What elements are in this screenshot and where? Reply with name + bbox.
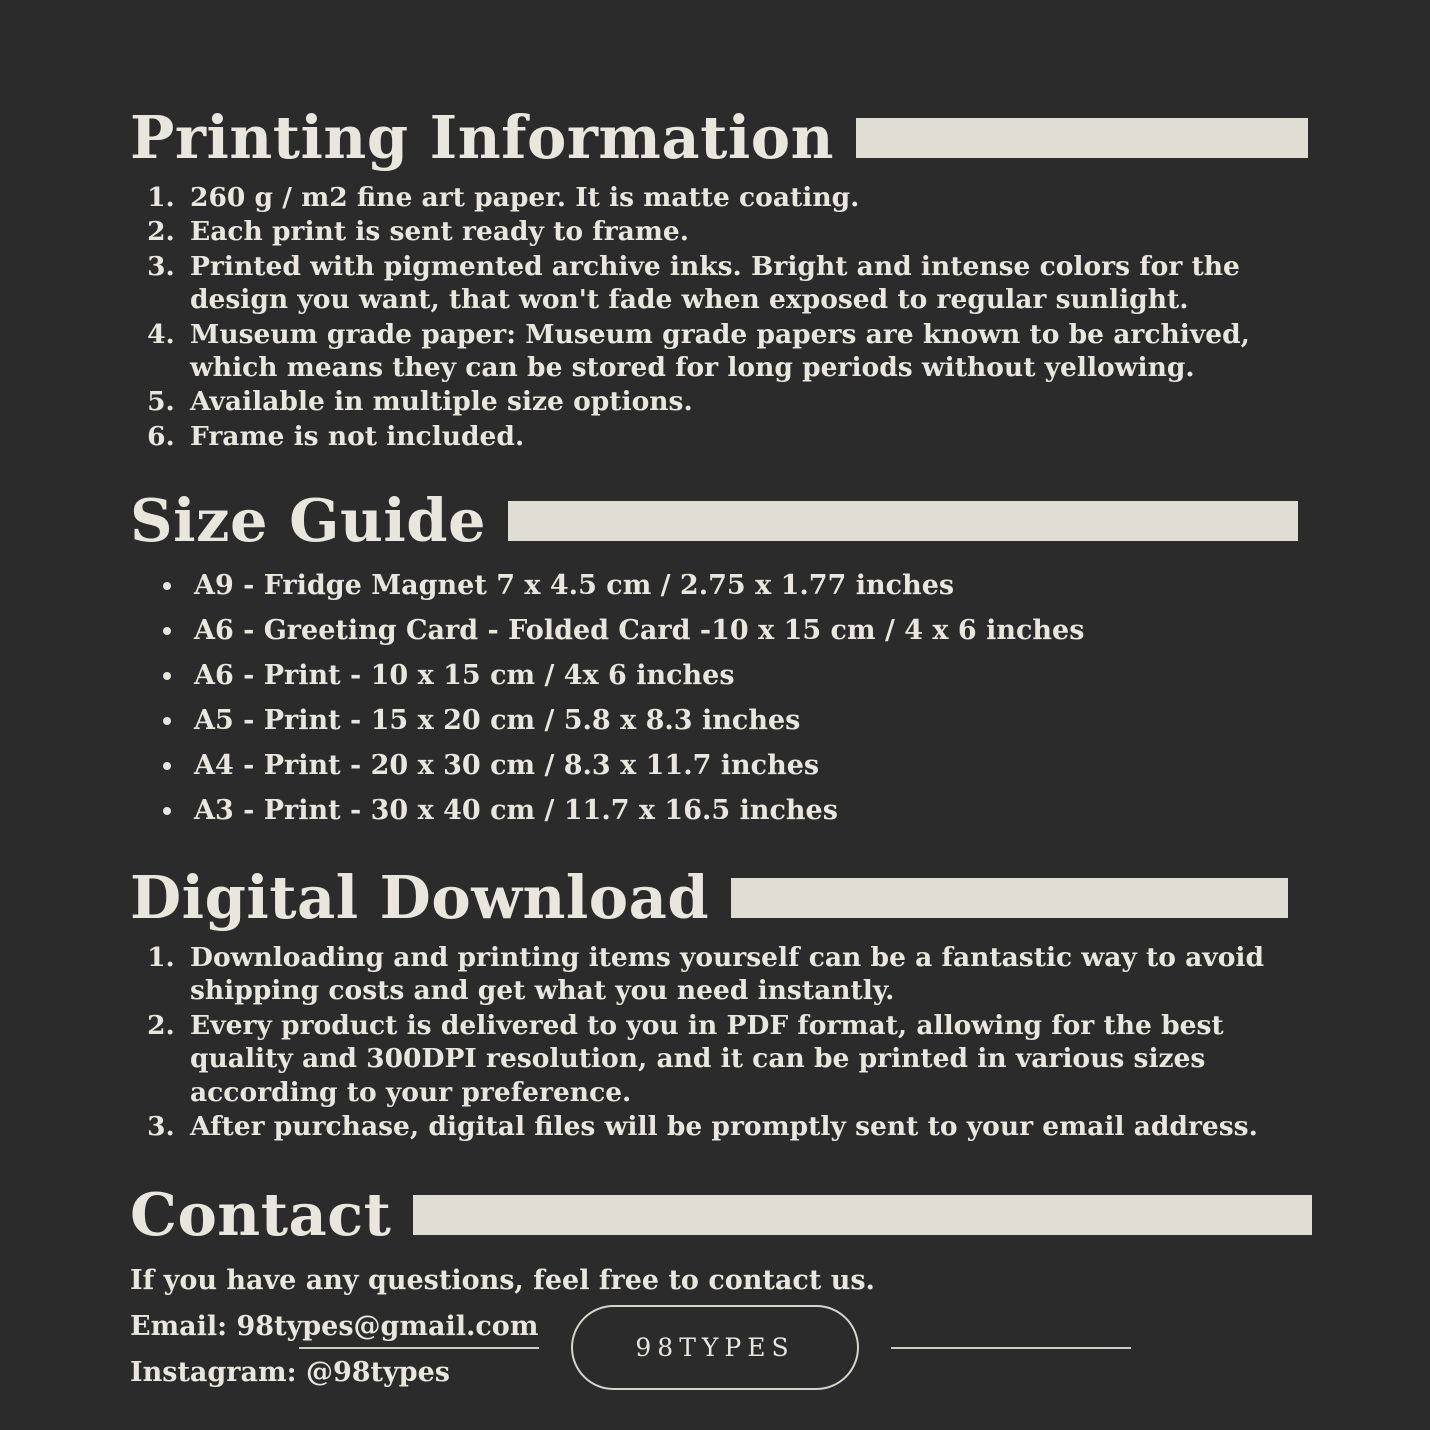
list-item: 3. Printed with pigmented archive inks. Bright and intense colors for the design you want, that won't fade when exposed to regular sunlight. bbox=[184, 250, 1312, 317]
list-item: • A6 - Greeting Card - Folded Card -10 x 15 cm / 4 x 6 inches bbox=[186, 617, 1312, 644]
list-item: • A4 - Print - 20 x 30 cm / 8.3 x 11.7 inches bbox=[186, 752, 1312, 779]
section-header-size-guide bbox=[130, 486, 1312, 555]
contact-instagram: Instagram: @98types bbox=[130, 1356, 450, 1388]
section-header-printing bbox=[130, 103, 1312, 172]
header-accent-bar bbox=[413, 1195, 1312, 1235]
section-title-contact: Contact bbox=[130, 1180, 392, 1250]
footer-rule-left bbox=[299, 1347, 539, 1349]
footer-brand bbox=[0, 1305, 1430, 1390]
list-item: 2. Each print is sent ready to frame. bbox=[184, 215, 1312, 248]
brand-logo: 98TYPES bbox=[571, 1305, 858, 1390]
footer-rule-right bbox=[891, 1347, 1131, 1349]
list-item: 2. Every product is delivered to you in PDF format, allowing for the best quality and 300DPI resolution, and it can be printed in various sizes according to your preference. bbox=[184, 1009, 1312, 1109]
list-item: • A6 - Print - 10 x 15 cm / 4x 6 inches bbox=[186, 662, 1312, 689]
list-item: • A9 - Fridge Magnet 7 x 4.5 cm / 2.75 x 1.77 inches bbox=[186, 572, 1312, 599]
list-item: 4. Museum grade paper: Museum grade papers are known to be archived, which means they can be stored for long periods without yellowing. bbox=[184, 318, 1312, 385]
list-item: 3. After purchase, digital files will be promptly sent to your email address. bbox=[184, 1110, 1312, 1143]
section-size-guide bbox=[130, 486, 1312, 826]
size-guide-list bbox=[130, 572, 1312, 824]
section-digital-download bbox=[130, 863, 1312, 1143]
list-item: 5. Available in multiple size options. bbox=[184, 385, 1312, 418]
list-item: • A3 - Print - 30 x 40 cm / 11.7 x 16.5 inches bbox=[186, 797, 1312, 824]
printing-information-list bbox=[130, 181, 1312, 453]
section-header-contact bbox=[130, 1180, 1312, 1250]
contact-intro: If you have any questions, feel free to contact us. bbox=[130, 1265, 875, 1297]
list-item: • A5 - Print - 15 x 20 cm / 5.8 x 8.3 inches bbox=[186, 707, 1312, 734]
section-header-digital-download bbox=[130, 863, 1312, 932]
contact-email: Email: 98types@gmail.com bbox=[130, 1310, 539, 1342]
section-title-digital-download: Digital Download bbox=[130, 863, 710, 932]
section-printing-information bbox=[130, 103, 1312, 453]
header-accent-bar bbox=[508, 501, 1298, 541]
list-item: 1. Downloading and printing items yourself can be a fantastic way to avoid shipping costs and get what you need instantly. bbox=[184, 941, 1312, 1008]
header-accent-bar bbox=[856, 118, 1308, 158]
section-title-size-guide: Size Guide bbox=[130, 486, 487, 555]
section-title-printing: Printing Information bbox=[130, 103, 834, 172]
header-accent-bar bbox=[731, 878, 1288, 918]
list-item: 1. 260 g / m2 fine art paper. It is matte coating. bbox=[184, 181, 1312, 214]
list-item: 6. Frame is not included. bbox=[184, 420, 1312, 453]
digital-download-list bbox=[130, 941, 1312, 1143]
